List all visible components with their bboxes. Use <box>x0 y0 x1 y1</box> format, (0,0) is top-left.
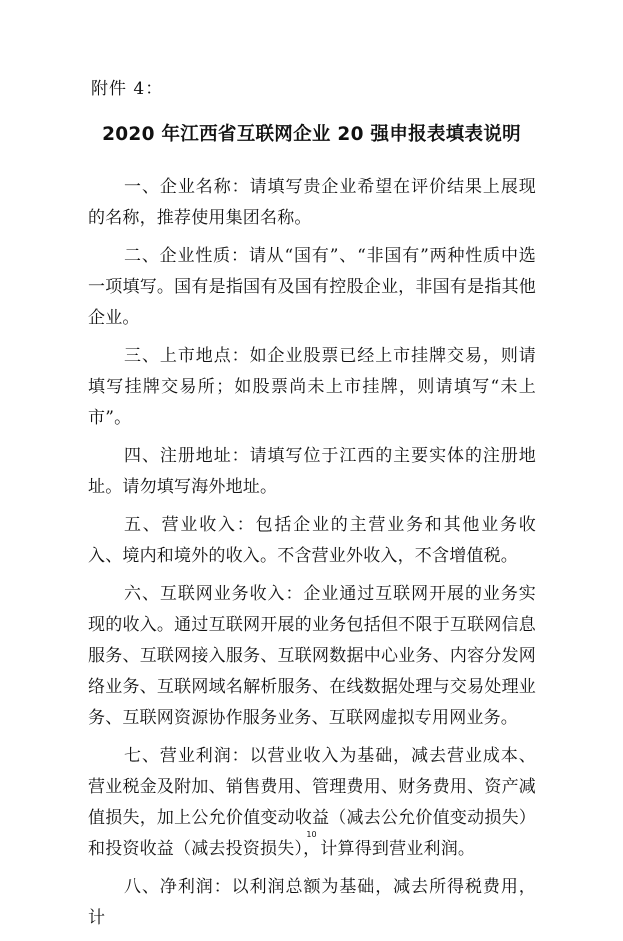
paragraph-registered-address: 四、注册地址：请填写位于江西的主要实体的注册地址。请勿填写海外地址。 <box>88 446 536 497</box>
attachment-label: 附件 4： <box>91 79 164 99</box>
paragraph-company-name: 一、企业名称：请填写贵企业希望在评价结果上展现的名称，推荐使用集团名称。 <box>88 177 536 228</box>
paragraph-operating-revenue: 五、营业收入：包括企业的主营业务和其他业务收入、境内和境外的收入。不含营业外收入，不含增值税。 <box>88 515 536 566</box>
paragraph-operating-profit: 七、营业利润：以营业收入为基础，减去营业成本、营业税金及附加、销售费用、管理费用、财务费用、资产减值损失，加上公允价值变动收益（减去公允价值变动损失）和投资收益（减去投资损失），计算得到营业利润。 <box>88 746 536 859</box>
paragraph-internet-revenue: 六、互联网业务收入：企业通过互联网开展的业务实现的收入。通过互联网开展的业务包括但不限于互联网信息服务、互联网接入服务、互联网数据中心业务、内容分发网络业务、互联网域名解析服务、在线数据处理与交易处理业务、互联网资源协作服务业务、互联网虚拟专用网业务。 <box>88 584 536 728</box>
document-body <box>88 172 536 941</box>
document-title: 2020 年江西省互联网企业 20 强申报表填表说明 <box>102 124 521 145</box>
paragraph-listing-location: 三、上市地点：如企业股票已经上市挂牌交易，则请填写挂牌交易所；如股票尚未上市挂牌，则请填写“未上市”。 <box>88 346 536 428</box>
paragraph-company-nature: 二、企业性质：请从“国有”、“非国有”两种性质中选一项填写。国有是指国有及国有控股企业，非国有是指其他企业。 <box>88 246 536 328</box>
page-number: 10 <box>306 830 317 839</box>
paragraph-net-profit: 八、净利润：以利润总额为基础，减去所得税费用，计 <box>88 877 536 928</box>
